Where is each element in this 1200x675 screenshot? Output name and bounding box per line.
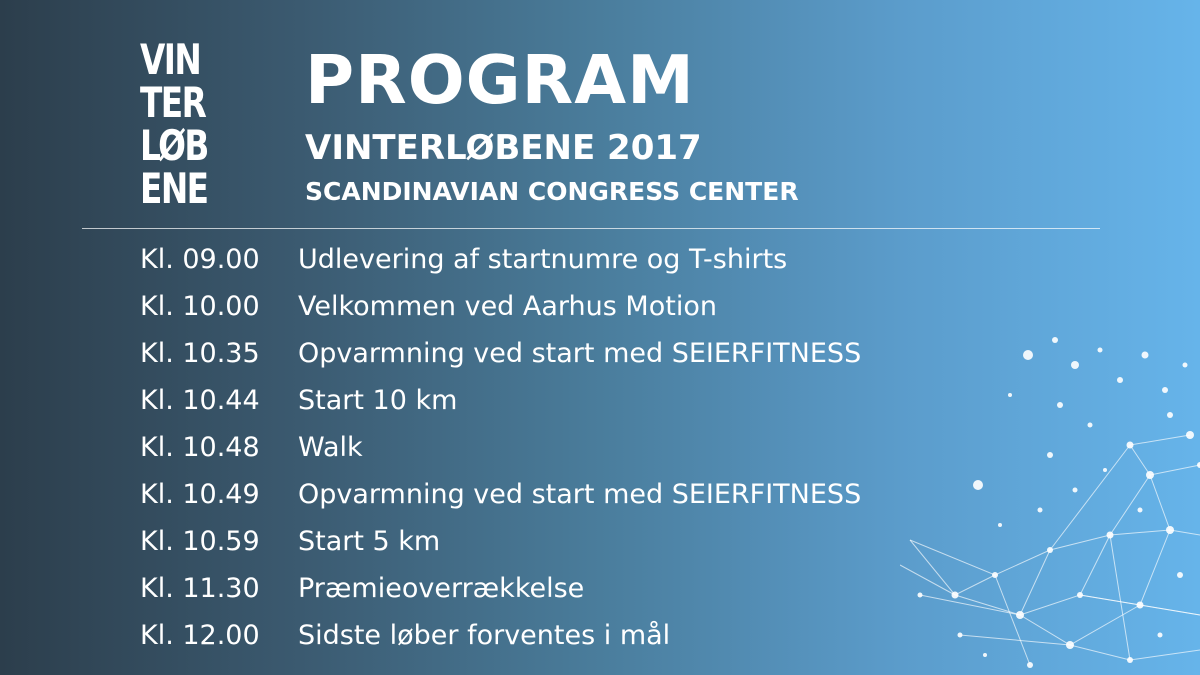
event-subtitle: VINTERLØBENE 2017 (305, 128, 702, 168)
schedule-time: Kl. 10.44 (140, 385, 260, 416)
venue-name: SCANDINAVIAN CONGRESS CENTER (305, 177, 799, 206)
logo-line: LØB (140, 121, 208, 170)
schedule-time: Kl. 10.49 (140, 479, 260, 510)
schedule-desc: Præmieoverrækkelse (298, 573, 585, 604)
network-decoration (900, 295, 1200, 675)
schedule-time: Kl. 10.48 (140, 432, 260, 463)
vinterlobene-logo (140, 35, 226, 213)
schedule-desc: Start 5 km (298, 526, 441, 557)
schedule-time: Kl. 10.59 (140, 526, 260, 557)
schedule-desc: Opvarmning ved start med SEIERFITNESS (298, 338, 862, 369)
schedule-desc: Opvarmning ved start med SEIERFITNESS (298, 479, 862, 510)
logo-line: ENE (140, 164, 208, 213)
schedule-time: Kl. 12.00 (140, 620, 260, 651)
page-title: PROGRAM (305, 41, 695, 119)
schedule-time: Kl. 10.00 (140, 291, 260, 322)
logo-line: VIN (140, 35, 201, 84)
logo-line: TER (140, 78, 206, 127)
schedule-desc: Velkommen ved Aarhus Motion (298, 291, 717, 322)
schedule-desc: Start 10 km (298, 385, 458, 416)
schedule-row (140, 236, 1040, 283)
schedule-desc: Walk (298, 432, 363, 463)
header-divider (82, 228, 1100, 229)
schedule-time: Kl. 10.35 (140, 338, 260, 369)
schedule-desc: Udlevering af startnumre og T-shirts (298, 244, 788, 275)
schedule-time: Kl. 11.30 (140, 573, 260, 604)
schedule-time: Kl. 09.00 (140, 244, 260, 275)
schedule-desc: Sidste løber forventes i mål (298, 620, 671, 651)
